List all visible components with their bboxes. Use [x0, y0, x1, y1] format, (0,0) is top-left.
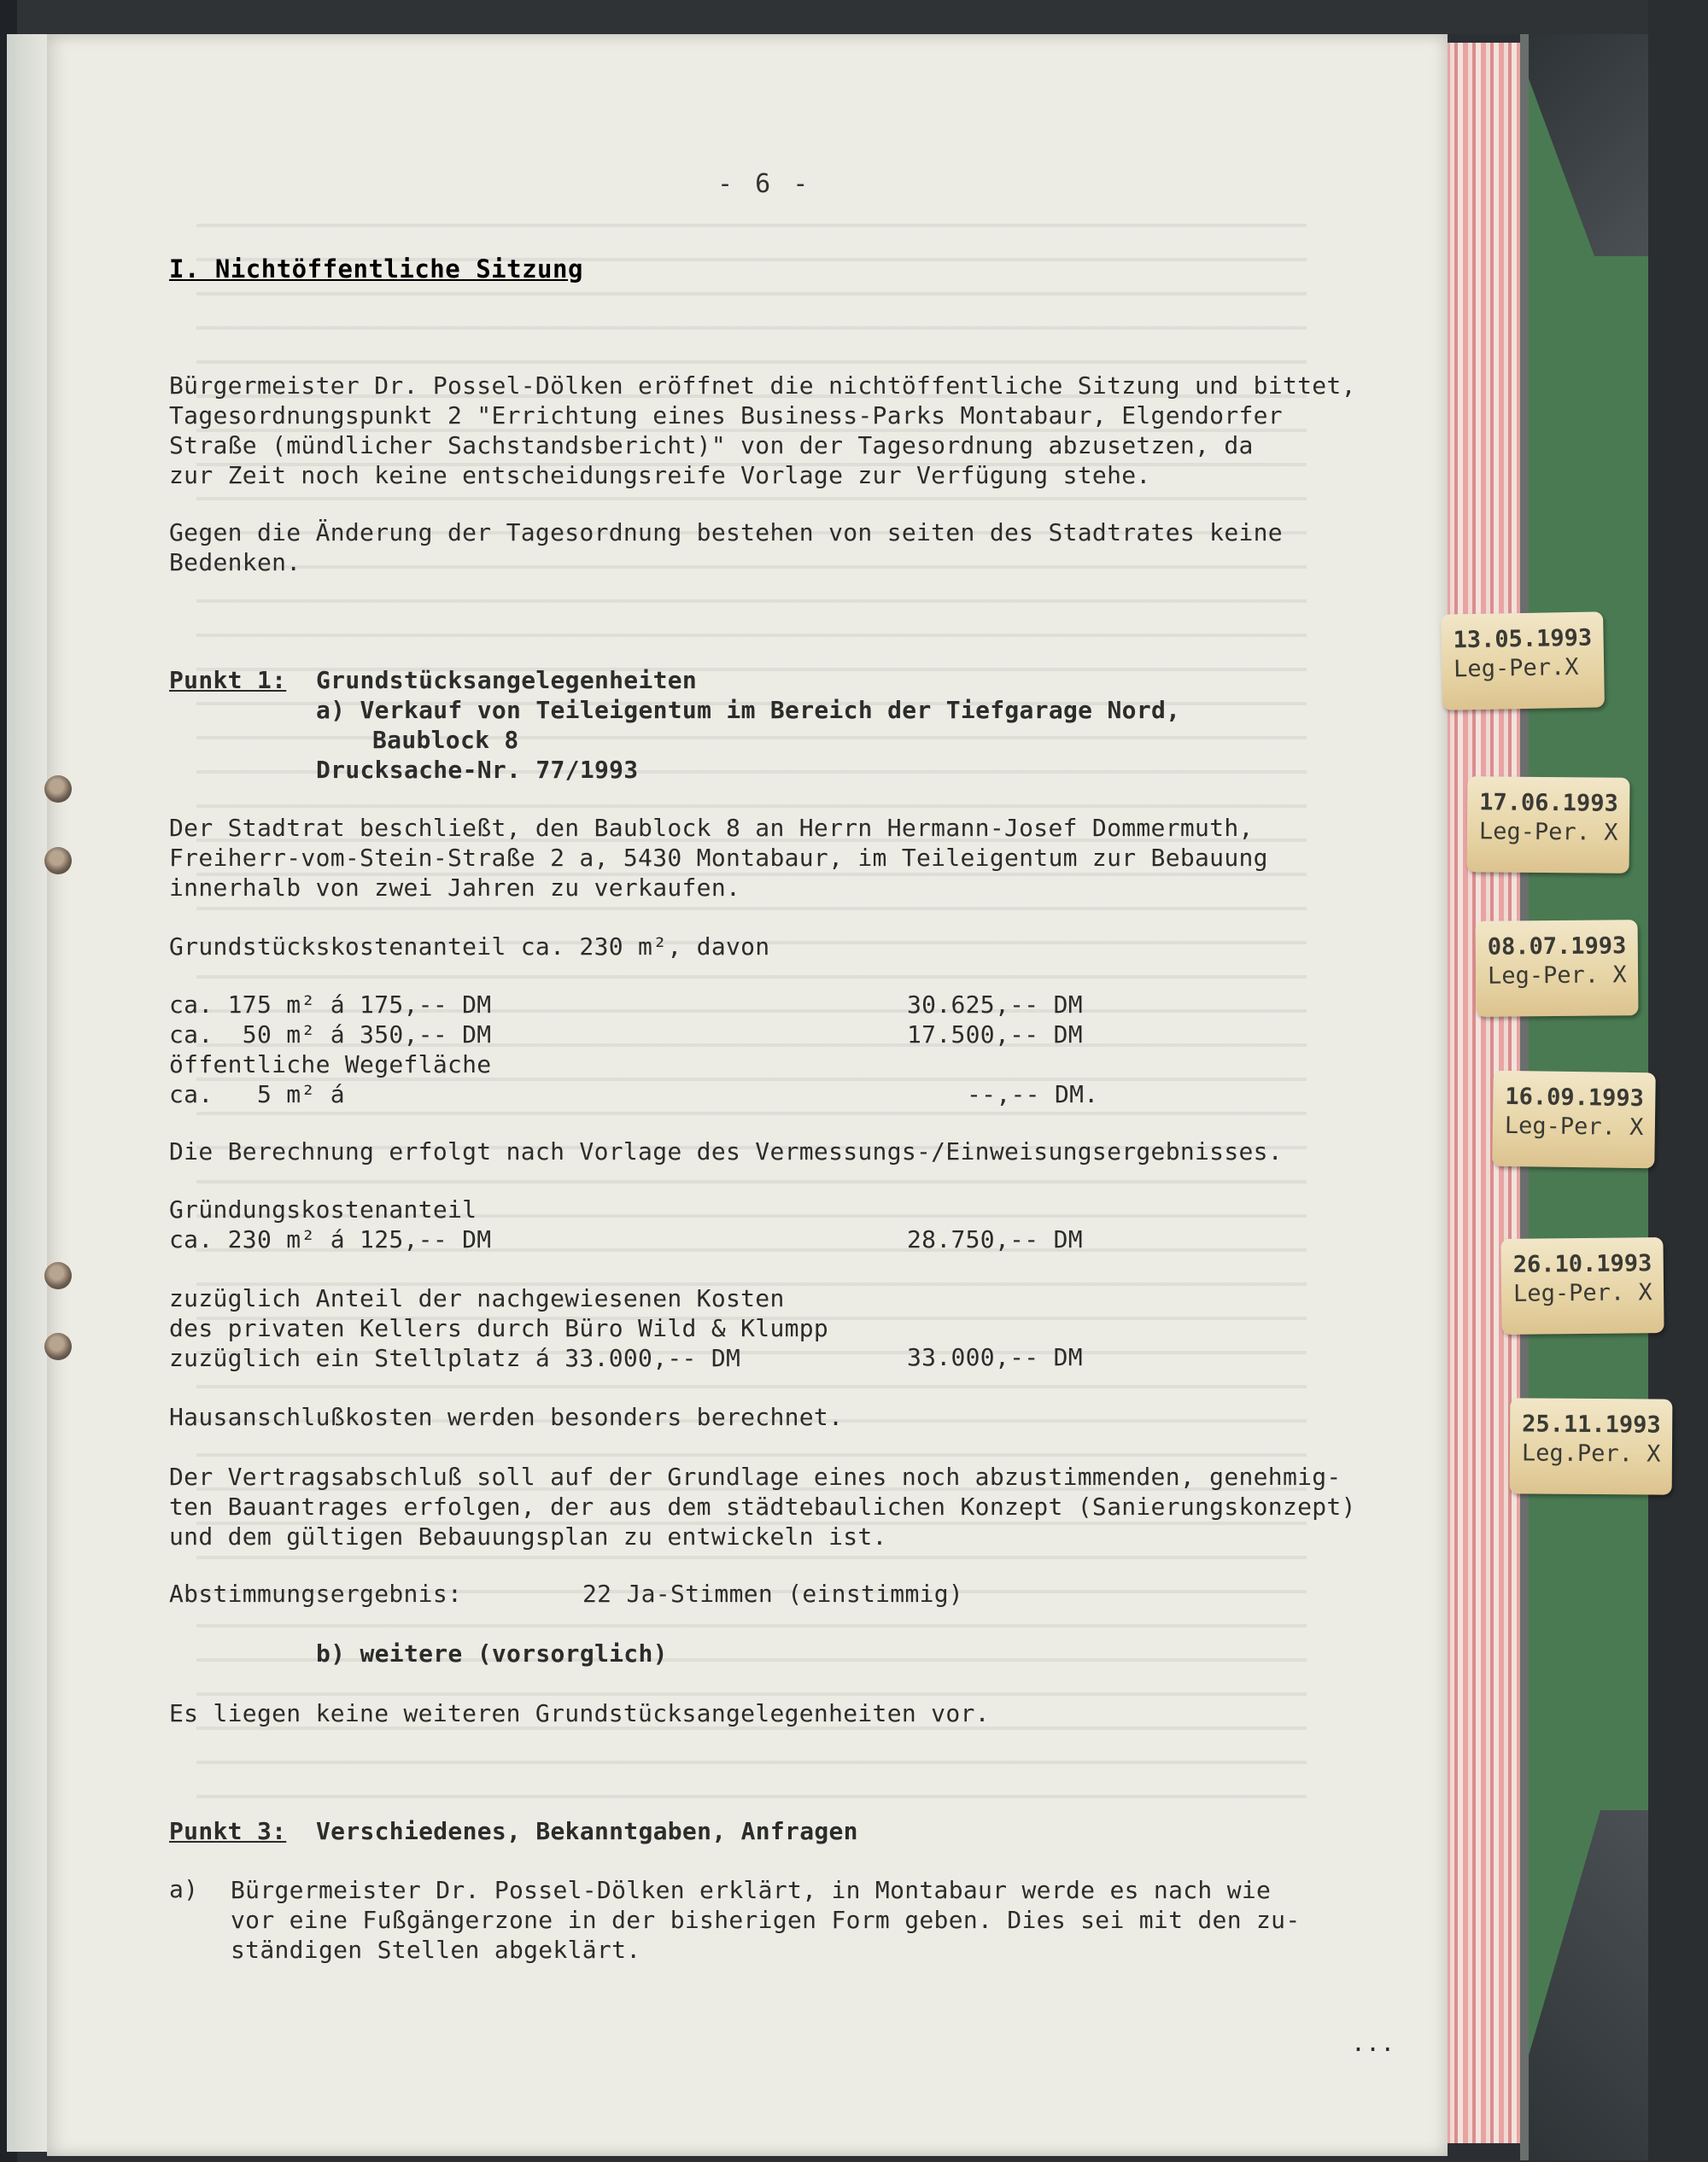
text-line: Der Vertragsabschluß soll auf der Grundlage eines noch abzustimmenden, genehmig-: [169, 1463, 1342, 1491]
binder-spine: [1648, 0, 1708, 2162]
text-line: Gegen die Änderung der Tagesordnung bestehen von seiten des Stadtrates keine: [169, 518, 1283, 546]
punkt3-title: Verschiedenes, Bekanntgaben, Anfragen: [316, 1817, 858, 1845]
cost-row-amount: 17.500,-- DM: [907, 1020, 1083, 1049]
decision-paragraph: [169, 813, 1268, 903]
opening-paragraph: [169, 371, 1356, 490]
index-tab[interactable]: [1492, 1071, 1656, 1169]
text-line: Der Stadtrat beschließt, den Baublock 8 an Herrn Hermann-Josef Dommermuth,: [169, 814, 1254, 842]
punkt3-a-marker: a): [169, 1875, 199, 1903]
punkt3-a-paragraph: [231, 1875, 1301, 1965]
text-line: innerhalb von zwei Jahren zu verkaufen.: [169, 874, 741, 902]
punkt1-title: Grundstücksangelegenheiten: [316, 666, 698, 694]
text-line: zuzüglich ein Stellplatz á 33.000,-- DM: [169, 1344, 741, 1372]
index-tab[interactable]: [1476, 920, 1639, 1017]
tab-label: Leg-Per. X: [1487, 961, 1627, 990]
index-tab[interactable]: [1441, 611, 1605, 710]
punkt1-sub-b: b) weitere (vorsorglich): [316, 1639, 668, 1668]
punch-hole: [44, 1262, 72, 1289]
objection-paragraph: [169, 517, 1283, 577]
tab-label: Leg-Per.X: [1453, 653, 1579, 683]
cost-row-amount: --,-- DM.: [967, 1080, 1099, 1108]
cost-row-left: ca. 50 m² á 350,-- DM: [169, 1020, 492, 1049]
index-tab[interactable]: [1510, 1398, 1673, 1494]
cost-row-left: öffentliche Wegefläche: [169, 1050, 492, 1078]
tab-label: Leg-Per. X: [1512, 1279, 1652, 1307]
berechnung-note: Die Berechnung erfolgt nach Vorlage des Vermessungs-/Einweisungsergebnisses.: [169, 1137, 1283, 1166]
tab-date: 13.05.1993: [1453, 624, 1593, 654]
drucksache-number: Drucksache-Nr. 77/1993: [316, 756, 639, 784]
text-line: ständigen Stellen abgeklärt.: [231, 1936, 641, 1964]
tab-date: 25.11.1993: [1522, 1411, 1661, 1439]
punch-hole: [44, 775, 72, 803]
background-top: [0, 0, 1708, 34]
index-tab[interactable]: [1500, 1237, 1664, 1335]
gruendung-row-amount: 28.750,-- DM: [907, 1225, 1083, 1253]
tab-date: 08.07.1993: [1487, 932, 1627, 961]
gruendung-label: Gründungskostenanteil: [169, 1195, 477, 1224]
text-line: Tagesordnungspunkt 2 "Errichtung eines Business-Parks Montabaur, Elgendorfer: [169, 401, 1283, 429]
punkt3-label: Punkt 3:: [169, 1817, 287, 1845]
punkt1-sub-a: a) Verkauf von Teileigentum im Bereich der Tiefgarage Nord,: [316, 696, 1181, 724]
hausanschluss-note: Hausanschlußkosten werden besonders berechnet.: [169, 1403, 844, 1431]
cost-row-left: ca. 175 m² á 175,-- DM: [169, 990, 492, 1019]
cost-row-amount: 30.625,-- DM: [907, 990, 1083, 1019]
tab-label: Leg-Per. X: [1504, 1112, 1644, 1142]
continuation-marker: ...: [1351, 2029, 1395, 2057]
tab-date: 26.10.1993: [1512, 1250, 1652, 1278]
text-line: Freiherr-vom-Stein-Straße 2 a, 5430 Montabaur, im Teileigentum zur Bebauung: [169, 844, 1268, 872]
text-line: und dem gültigen Bebauungsplan zu entwickeln ist.: [169, 1522, 887, 1551]
abstimmung-value: 22 Ja-Stimmen (einstimmig): [582, 1580, 964, 1608]
gruendung-row-left: ca. 230 m² á 125,-- DM: [169, 1225, 492, 1253]
text-line: Bürgermeister Dr. Possel-Dölken eröffnet die nichtöffentliche Sitzung und bittet,: [169, 371, 1356, 400]
vertrag-paragraph: [169, 1462, 1356, 1551]
text-line: Bedenken.: [169, 548, 301, 576]
punkt1-label: Punkt 1:: [169, 666, 287, 694]
text-line: des privaten Kellers durch Büro Wild & Klumpp: [169, 1314, 829, 1342]
text-line: Bürgermeister Dr. Possel-Dölken erklärt, in Montabaur werde es nach wie: [231, 1876, 1272, 1904]
tab-date: 16.09.1993: [1505, 1083, 1645, 1113]
previous-page-edge: [7, 34, 50, 2152]
punch-hole: [44, 1333, 72, 1360]
page-number: - 6 -: [717, 169, 812, 199]
text-line: zuzüglich Anteil der nachgewiesenen Kosten: [169, 1284, 785, 1312]
index-tab[interactable]: [1467, 776, 1630, 874]
keller-amount: 33.000,-- DM: [907, 1343, 1083, 1371]
sub-b-text: Es liegen keine weiteren Grundstücksangelegenheiten vor.: [169, 1699, 990, 1727]
tab-label: Leg-Per. X: [1478, 818, 1618, 846]
keller-paragraph: [169, 1283, 828, 1373]
text-line: vor eine Fußgängerzone in der bisherigen Form geben. Dies sei mit den zu-: [231, 1906, 1301, 1934]
punkt1-sub-a-line2: Baublock 8: [372, 726, 519, 754]
tab-label: Leg.Per. X: [1521, 1440, 1661, 1468]
text-line: ten Bauantrages erfolgen, der aus dem städtebaulichen Konzept (Sanierungskonzept): [169, 1493, 1356, 1521]
text-line: zur Zeit noch keine entscheidungsreife Vorlage zur Verfügung stehe.: [169, 461, 1151, 489]
text-line: Straße (mündlicher Sachstandsbericht)" von der Tagesordnung abzusetzen, da: [169, 431, 1254, 459]
section-heading: I. Nichtöffentliche Sitzung: [169, 254, 583, 283]
tab-date: 17.06.1993: [1479, 789, 1618, 817]
abstimmung-label: Abstimmungsergebnis:: [169, 1580, 463, 1608]
punch-hole: [44, 847, 72, 874]
grundstueck-heading: Grundstückskostenanteil ca. 230 m², davon: [169, 932, 770, 961]
cost-row-left: ca. 5 m² á: [169, 1080, 345, 1108]
